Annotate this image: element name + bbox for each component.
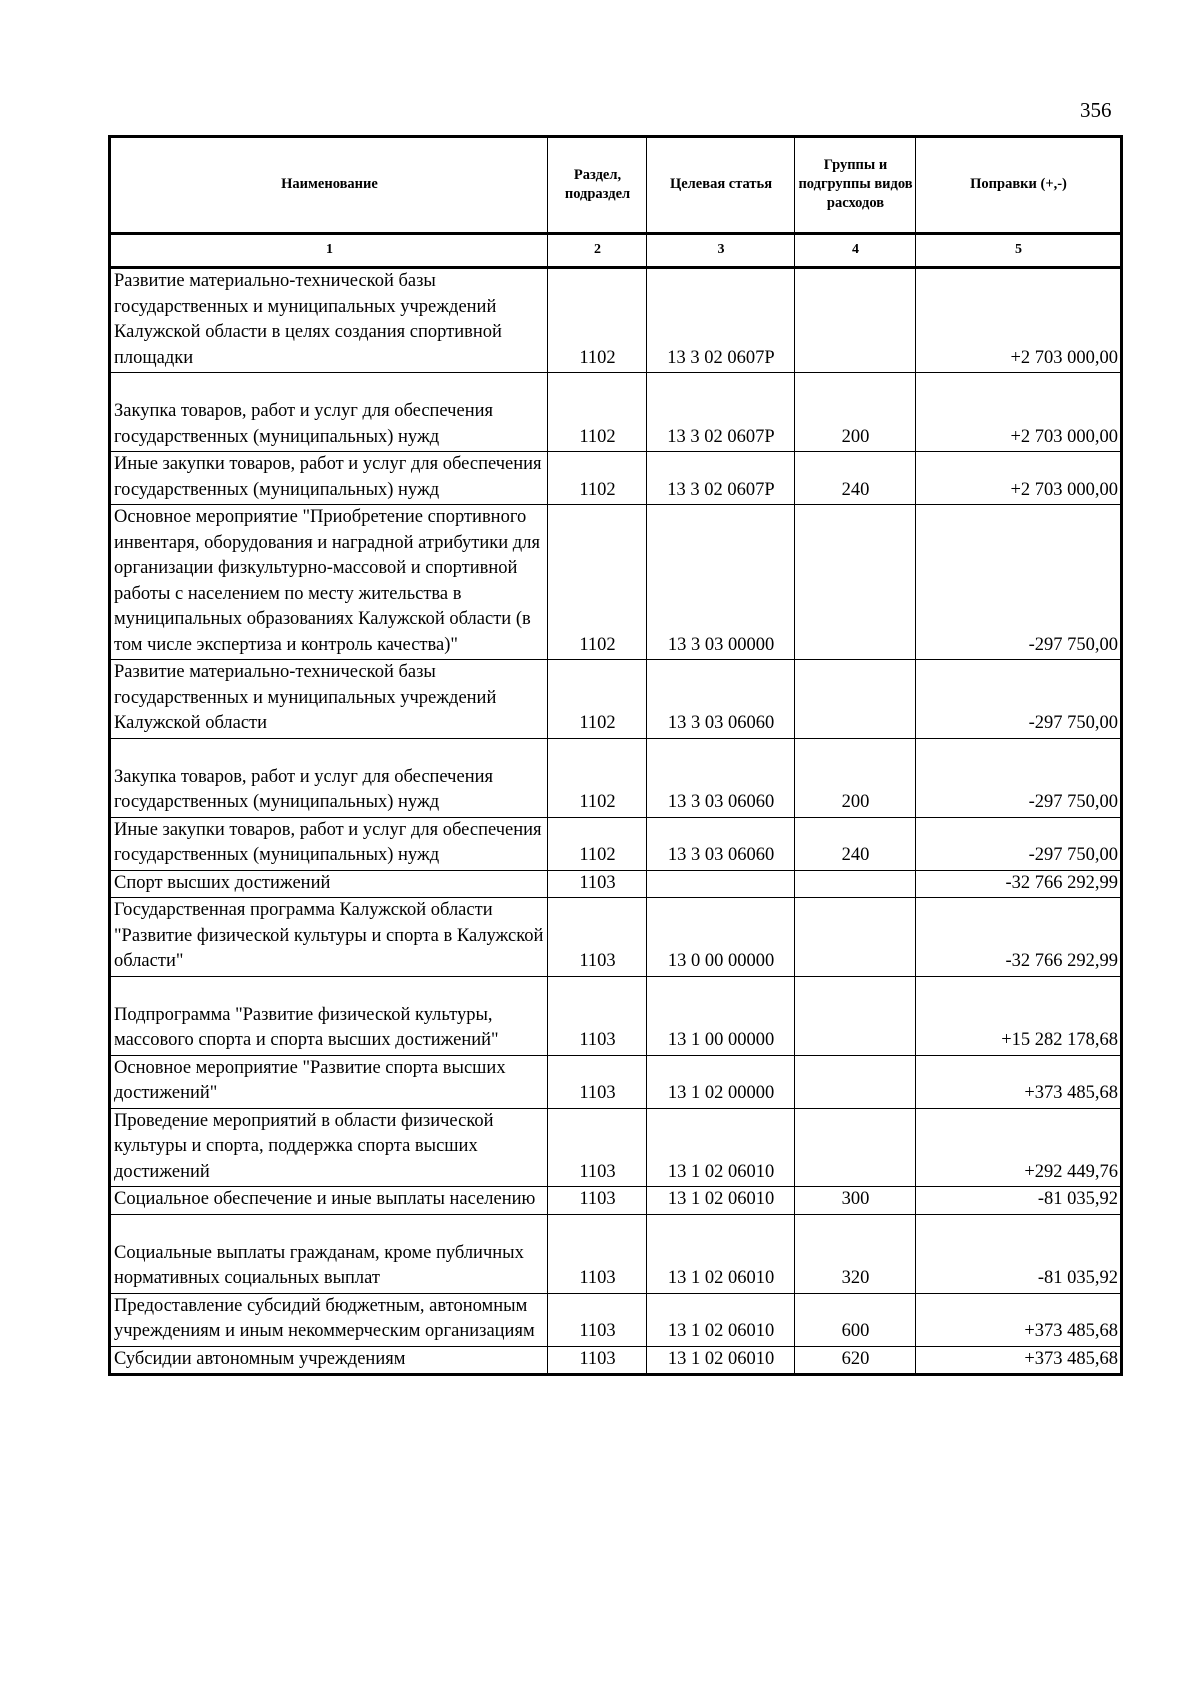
row-group: 240 [795,817,916,870]
row-name: Проведение мероприятий в области физической культуры и спорта, поддержка спорта высших достижений [110,1108,548,1187]
table-row [110,738,1122,817]
table-row [110,1214,1122,1293]
row-group: 200 [795,738,916,817]
row-amount: +2 703 000,00 [916,268,1122,373]
table-row [110,452,1122,505]
row-name [110,976,548,1055]
header-name: Наименование [110,137,548,234]
row-section: 1102 [548,268,647,373]
row-section: 1102 [548,373,647,452]
row-target: 13 3 02 0607P [647,268,795,373]
row-amount: -297 750,00 [916,738,1122,817]
row-name: Основное мероприятие "Развитие спорта высших достижений" [110,1055,548,1108]
row-amount: +292 449,76 [916,1108,1122,1187]
row-name: Социальное обеспечение и иные выплаты населению [110,1187,548,1215]
row-target: 13 1 02 06010 [647,1346,795,1375]
row-section: 1102 [548,660,647,739]
row-name: Основное мероприятие "Приобретение спортивного инвентаря, оборудования и наградной атрибутики для организации физкультурно-массовой и спортивной работы с населением по месту жительства в муниципальных образованиях Калужской области (в том числе экспертиза и контроль качества)" [110,505,548,660]
budget-amendments-table [108,135,1123,1376]
table-row [110,870,1122,898]
row-group: 620 [795,1346,916,1375]
table-row [110,1346,1122,1375]
row-target: 13 3 02 0607P [647,452,795,505]
row-target: 13 3 03 06060 [647,817,795,870]
row-amount: +373 485,68 [916,1293,1122,1346]
row-amount: -297 750,00 [916,660,1122,739]
row-amount: +2 703 000,00 [916,452,1122,505]
row-name-text: Закупка товаров, работ и услуг для обеспечения государственных (муниципальных) нужд [114,766,494,812]
page-number: 356 [1080,98,1112,122]
table-row [110,1108,1122,1187]
row-section: 1103 [548,1214,647,1293]
row-group: 240 [795,452,916,505]
row-section: 1103 [548,1108,647,1187]
row-amount: -81 035,92 [916,1214,1122,1293]
row-amount: +373 485,68 [916,1055,1122,1108]
row-section: 1103 [548,1187,647,1215]
row-target: 13 3 02 0607P [647,373,795,452]
row-group: 320 [795,1214,916,1293]
row-group [795,268,916,373]
header-expense-groups: Группы и подгруппы видов расходов [795,137,916,234]
row-target: 13 1 00 00000 [647,976,795,1055]
row-section: 1102 [548,817,647,870]
row-name-text: Подпрограмма "Развитие физической культуры, массового спорта и спорта высших достижений" [114,1004,499,1050]
row-section: 1103 [548,976,647,1055]
row-target [647,870,795,898]
column-number: 1 [110,234,548,268]
row-section: 1103 [548,870,647,898]
row-name-text: Социальные выплаты гражданам, кроме публичных нормативных социальных выплат [114,1242,524,1288]
table-row [110,1293,1122,1346]
row-target: 13 3 03 00000 [647,505,795,660]
row-amount: -32 766 292,99 [916,870,1122,898]
row-name: Иные закупки товаров, работ и услуг для обеспечения государственных (муниципальных) нужд [110,452,548,505]
row-group [795,870,916,898]
row-name: Субсидии автономным учреждениям [110,1346,548,1375]
row-group [795,660,916,739]
row-group: 200 [795,373,916,452]
table-row [110,660,1122,739]
row-name-text: Закупка товаров, работ и услуг для обеспечения государственных (муниципальных) нужд [114,401,494,447]
row-group [795,1108,916,1187]
row-target: 13 1 02 06010 [647,1293,795,1346]
row-target: 13 1 02 06010 [647,1214,795,1293]
column-number-row [110,234,1122,268]
row-target: 13 0 00 00000 [647,898,795,977]
table-header-row [110,137,1122,234]
row-section: 1102 [548,738,647,817]
row-section: 1103 [548,1346,647,1375]
row-amount: -81 035,92 [916,1187,1122,1215]
row-section: 1102 [548,505,647,660]
column-number: 2 [548,234,647,268]
column-number: 3 [647,234,795,268]
table-row [110,817,1122,870]
row-name: Развитие материально-технической базы государственных и муниципальных учреждений Калужской области в целях создания спортивной площадки [110,268,548,373]
row-name [110,738,548,817]
row-section: 1103 [548,1055,647,1108]
table-row [110,1187,1122,1215]
row-amount: -297 750,00 [916,817,1122,870]
table-row [110,898,1122,977]
row-target: 13 1 02 06010 [647,1187,795,1215]
table-row [110,373,1122,452]
table-row [110,505,1122,660]
table-row [110,268,1122,373]
column-number: 4 [795,234,916,268]
row-amount: -297 750,00 [916,505,1122,660]
row-group [795,898,916,977]
row-amount: +15 282 178,68 [916,976,1122,1055]
header-section: Раздел, подраздел [548,137,647,234]
row-name: Спорт высших достижений [110,870,548,898]
row-name [110,1214,548,1293]
row-section: 1103 [548,1293,647,1346]
row-group [795,1055,916,1108]
row-name: Развитие материально-технической базы государственных и муниципальных учреждений Калужской области [110,660,548,739]
column-number: 5 [916,234,1122,268]
row-name: Предоставление субсидий бюджетным, автономным учреждениям и иным некоммерческим организациям [110,1293,548,1346]
row-group [795,505,916,660]
row-amount: +373 485,68 [916,1346,1122,1375]
table-row [110,1055,1122,1108]
header-target-article: Целевая статья [647,137,795,234]
row-group: 600 [795,1293,916,1346]
row-name [110,373,548,452]
row-amount: +2 703 000,00 [916,373,1122,452]
table-row [110,976,1122,1055]
row-group [795,976,916,1055]
row-group: 300 [795,1187,916,1215]
row-target: 13 1 02 00000 [647,1055,795,1108]
row-section: 1103 [548,898,647,977]
row-target: 13 1 02 06010 [647,1108,795,1187]
row-name: Иные закупки товаров, работ и услуг для обеспечения государственных (муниципальных) нужд [110,817,548,870]
row-amount: -32 766 292,99 [916,898,1122,977]
row-section: 1102 [548,452,647,505]
row-target: 13 3 03 06060 [647,660,795,739]
row-name: Государственная программа Калужской области "Развитие физической культуры и спорта в Калужской области" [110,898,548,977]
header-amendments: Поправки (+,-) [916,137,1122,234]
row-target: 13 3 03 06060 [647,738,795,817]
